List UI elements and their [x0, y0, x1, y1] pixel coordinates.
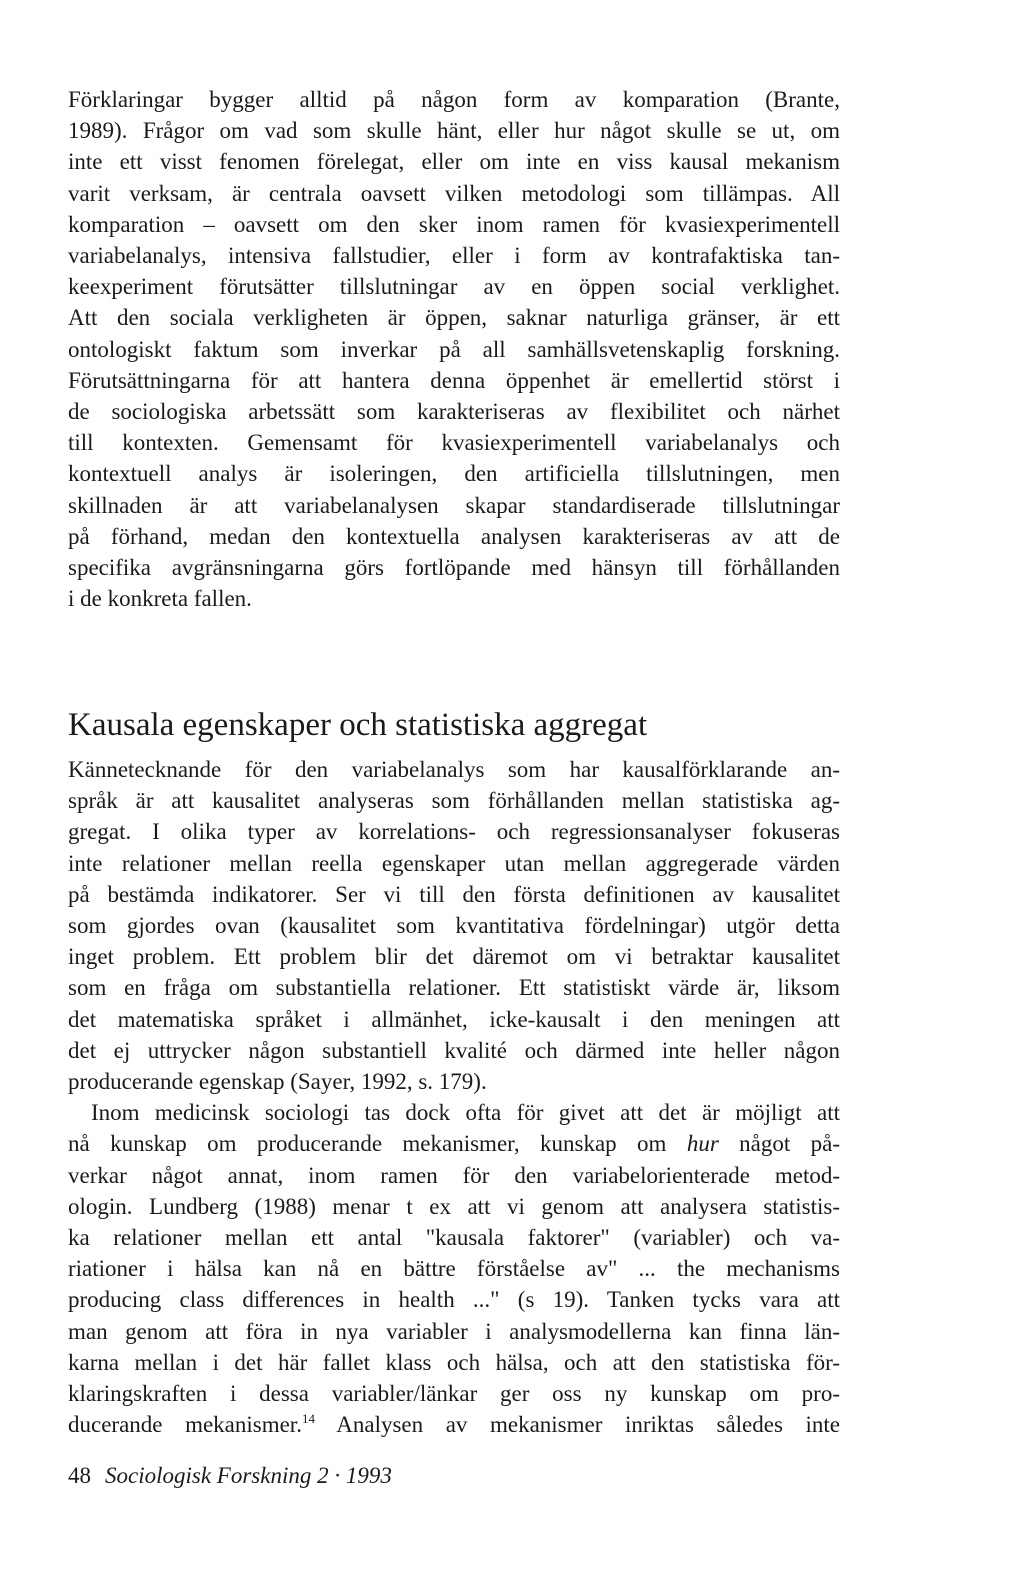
text-line [68, 1128, 840, 1159]
text-line: på bestämda indikatorer. Ser vi till den första definitionen av kausalitet [68, 881, 840, 907]
text-run: Analysen av mekanismer inriktas således inte [314, 1412, 840, 1438]
text-line: Att den sociala verkligheten är öppen, saknar naturliga gränser, är ett [68, 305, 840, 331]
paragraph-3 [68, 1097, 840, 1440]
text-line: som gjordes ovan (kausalitet som kvantitativa fördelningar) utgör detta [68, 913, 840, 939]
text-run: ducerande mekanismer. [68, 1412, 302, 1438]
text-line: skillnaden är att variabelanalysen skapar standardiserade tillslutningar [68, 492, 840, 518]
text-line: som en fråga om substantiella relationer. Ett statistiskt värde är, liksom [68, 975, 840, 1001]
body-text [68, 84, 840, 614]
text-line: variabelanalys, intensiva fallstudier, eller i form av kontrafaktiska tan- [68, 243, 840, 269]
text-line: verkar något annat, inom ramen för den variabelorienterade metod- [68, 1162, 840, 1188]
text-line: gregat. I olika typer av korrelations- och regressionsanalyser fokuseras [68, 819, 840, 845]
text-line: Inom medicinsk sociologi tas dock ofta för givet att det är möjligt att [91, 1100, 840, 1126]
text-line: på förhand, medan den kontextuella analysen karakteriseras av att de [68, 523, 840, 549]
text-line: Kännetecknande för den variabelanalys som har kausalförklarande an- [68, 757, 840, 782]
text-line: producerande egenskap (Sayer, 1992, s. 179). [68, 1069, 487, 1095]
text-line: komparation – oavsett om den sker inom ramen för kvasiexperimentell [68, 211, 840, 237]
text-line: specifika avgränsningarna görs fortlöpande med hänsyn till förhållanden [68, 555, 840, 581]
emphasis-text: hur [686, 1131, 719, 1157]
footnote-ref[interactable]: 14 [301, 1411, 315, 1427]
journal-title: Sociologisk Forskning 2 · 1993 [105, 1463, 392, 1488]
page-number: 48 [68, 1463, 91, 1488]
text-line: Förklaringar bygger alltid på någon form av komparation (Brante, [68, 87, 840, 112]
text-line: 1989). Frågor om vad som skulle hänt, eller hur något skulle se ut, om [68, 118, 840, 144]
text-line: ontologiskt faktum som inverkar på all samhällsvetenskaplig forskning. [68, 336, 840, 362]
text-line: keexperiment förutsätter tillslutningar av en öppen social verklighet. [68, 274, 840, 300]
text-run: nå kunskap om producerande mekanismer, kunskap om [68, 1131, 687, 1157]
section-heading: Kausala egenskaper och statistiska aggregat [68, 707, 648, 743]
text-line: producing class differences in health ..." (s 19). Tanken tycks vara att [68, 1287, 840, 1313]
text-line: Förutsättningarna för att hantera denna öppenhet är emellertid störst i [68, 367, 840, 393]
text-line: kontextuell analys är isoleringen, den artificiella tillslutningen, men [68, 461, 840, 487]
text-line: till kontexten. Gemensamt för kvasiexperimentell variabelanalys och [68, 430, 840, 456]
page-footer [68, 1461, 392, 1491]
text-line: det matematiska språket i allmänhet, icke-kausalt i den meningen att [68, 1006, 840, 1032]
text-line: språk är att kausalitet analyseras som förhållanden mellan statistiska ag- [68, 788, 840, 814]
paragraph-2 [68, 754, 840, 1097]
text-line: karna mellan i det här fallet klass och hälsa, och att den statistiska för- [68, 1349, 840, 1375]
text-line [68, 1409, 840, 1440]
paragraph-1 [68, 84, 840, 614]
text-line: inte ett visst fenomen förelegat, eller om inte en viss kausal mekanism [68, 149, 840, 175]
text-line: de sociologiska arbetssätt som karakteriseras av flexibilitet och närhet [68, 399, 840, 425]
text-line: klaringskraften i dessa variabler/länkar ger oss ny kunskap om pro- [68, 1381, 840, 1407]
text-line: inte relationer mellan reella egenskaper utan mellan aggregerade värden [68, 850, 840, 876]
text-run: något på- [718, 1131, 840, 1157]
text-line: man genom att föra in nya variabler i analysmodellerna kan finna län- [68, 1318, 840, 1344]
text-line: ka relationer mellan ett antal "kausala faktorer" (variabler) och va- [68, 1225, 840, 1251]
text-line: riationer i hälsa kan nå en bättre förståelse av" ... the mechanisms [68, 1256, 840, 1282]
text-line: inget problem. Ett problem blir det däremot om vi betraktar kausalitet [68, 944, 840, 970]
text-line: ologin. Lundberg (1988) menar t ex att vi genom att analysera statistis- [68, 1193, 840, 1219]
text-line: det ej uttrycker någon substantiell kvalité och därmed inte heller någon [68, 1037, 840, 1063]
text-line: varit verksam, är centrala oavsett vilken metodologi som tillämpas. All [68, 180, 840, 206]
text-line: i de konkreta fallen. [68, 586, 252, 612]
section-body [68, 754, 840, 1440]
